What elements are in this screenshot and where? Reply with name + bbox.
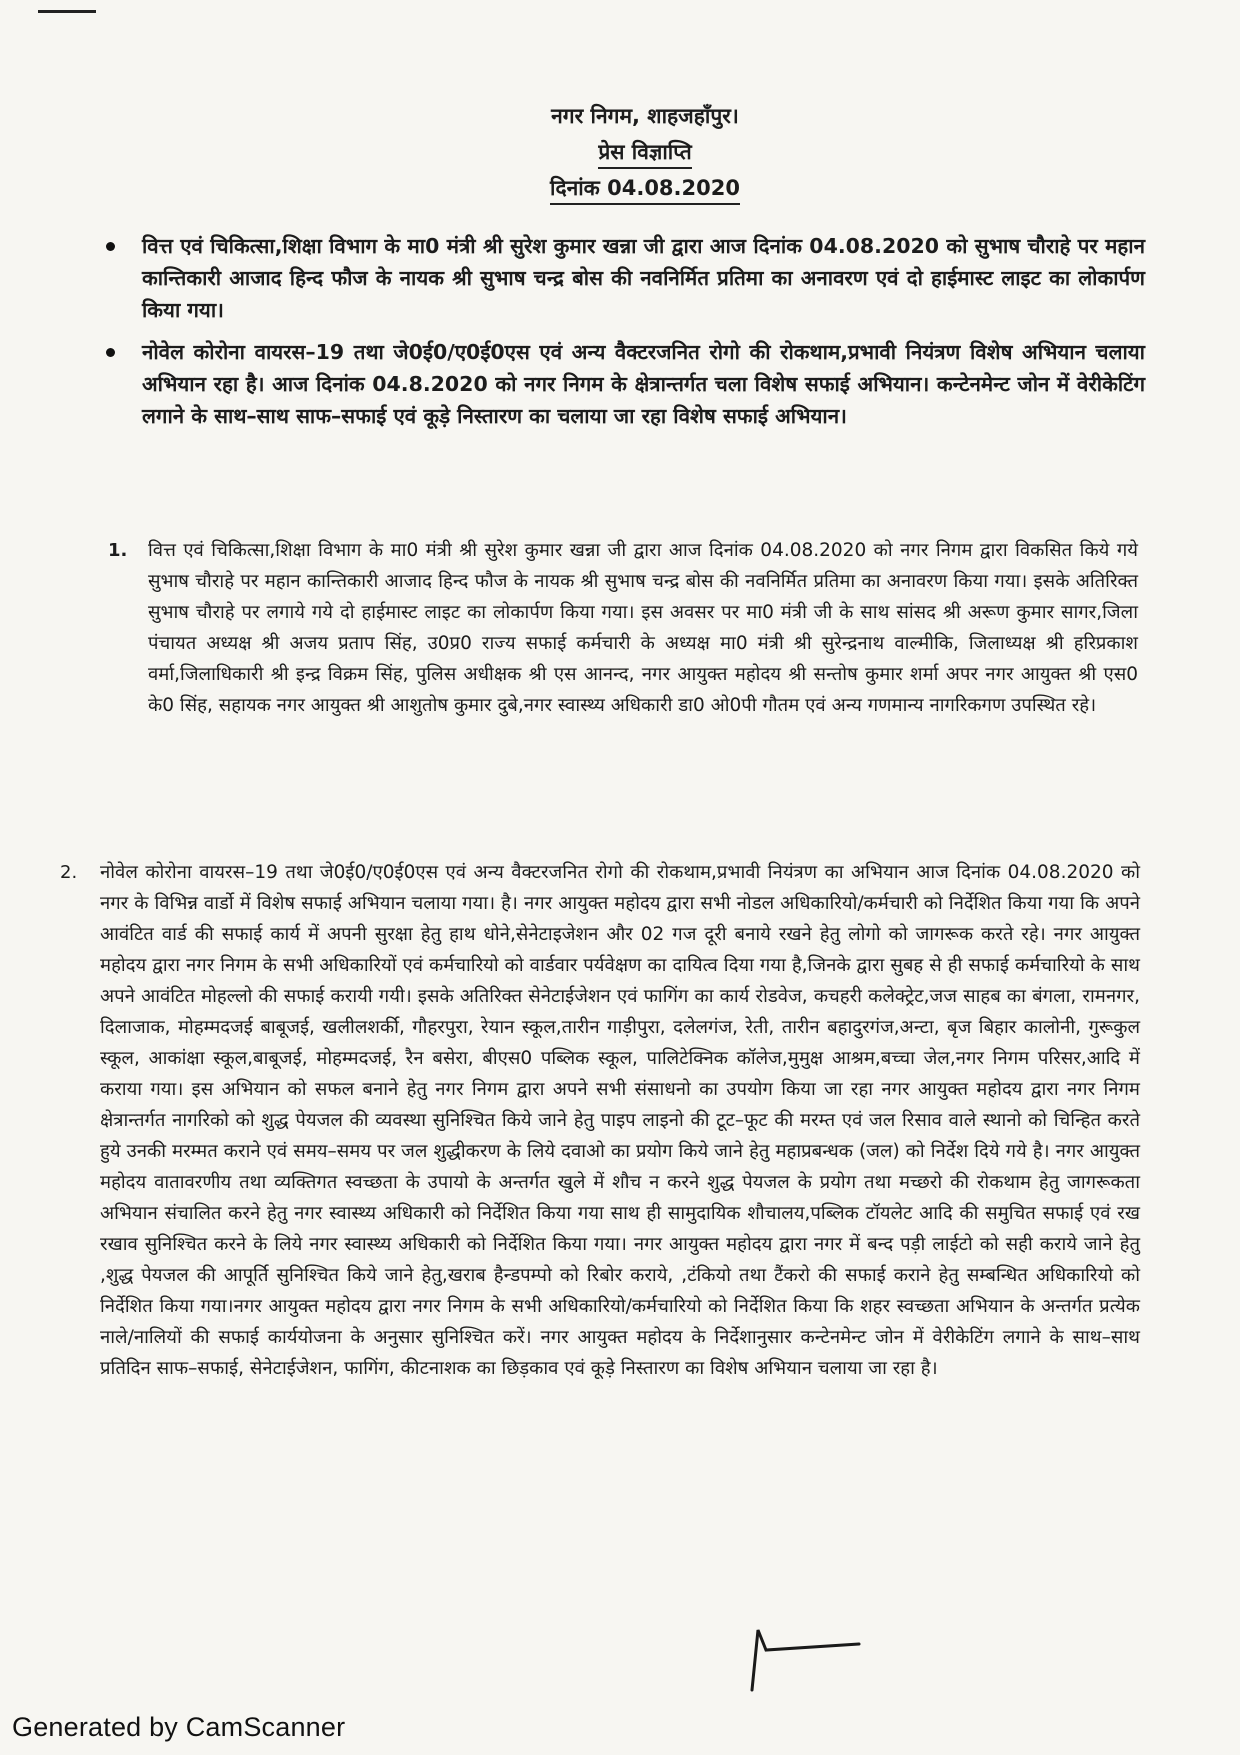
document-date: दिनांक 04.08.2020 xyxy=(550,173,740,205)
document-header xyxy=(0,98,1240,206)
numbered-paragraph-2 xyxy=(60,857,1140,1384)
organization-name: नगर निगम, शाहजहाँपुर। xyxy=(551,104,739,128)
paragraph-number: 1. xyxy=(108,540,128,561)
paragraph-text: नोवेल कोरोना वायरस–19 तथा जे0ई0/ए0ई0एस एवं अन्य वैक्टरजनित रोगो की रोकथाम,प्रभावी नियंत्रण का अभियान आज दिनांक 04.08.2020 को नगर के विभिन्न वार्डो में विशेष सफाई अभियान चलाया गया। है। नगर आयुक्त महोदय द्वारा सभी नोडल अधिकारियो/कर्मचारी को निर्देशित किया गया कि अपने आवंटित वार्ड की सफाई कार्य में अपनी सुरक्षा हेतु हाथ धोने,सेनेटाइजेशन और 02 गज दूरी बनाये रखने हेतु लोगो को जागरूक करते रहे। नगर आयुक्त महोदय द्वारा नगर निगम के सभी अधिकारियों एवं कर्मचारियो को वार्डवार पर्यवेक्षण का दायित्व दिया गया है,जिनके द्वारा सुबह से ही सफाई कर्मचारियो के साथ अपने आवंटित मोहल्लो की सफाई करायी गयी। इसके अतिरिक्त सेनेटाईजेशन एवं फागिंग का कार्य रोडवेज, कचहरी कलेक्ट्रेट,जज साहब का बंगला, रामनगर, दिलाजाक, मोहम्मदजई बाबूजई, खलीलशर्की, गौहरपुरा, रेयान स्कूल,तारीन गाड़ीपुरा, दलेलगंज, रेती, तारीन बहादुरगंज,अन्टा, बृज बिहार कालोनी, गुरूकुल स्कूल, आकांक्षा स्कूल,बाबूजई, मोहम्मदजई, रैन बसेरा, बीएस0 पब्लिक स्कूल, पालिटेक्निक कॉलेज,मुमुक्ष आश्रम,बच्चा जेल,नगर निगम परिसर,आदि में कराया गया। इस अभियान को सफल बनाने हेतु नगर निगम द्वारा अपने सभी संसाधनो का उपयोग किया जा रहा नगर आयुक्त महोदय द्वारा नगर निगम क्षेत्रान्तर्गत नागरिको को शुद्ध पेयजल की व्यवस्था सुनिश्चित किये जाने हेतु पाइप लाइनो की टूट–फूट की मरम्त एवं जल रिसाव वाले स्थानो को चिन्हित करते हुये उनकी मरम्मत कराने एवं समय–समय पर जल शुद्धीकरण के लिये दवाओ का प्रयोग किये जाने हेतु महाप्रबन्धक (जल) को निर्देश दिये गये है। नगर आयुक्त महोदय वातावरणीय तथा व्यक्तिगत स्वच्छता के उपायो के अन्तर्गत खुले में शौच न करने शुद्ध पेयजल के प्रयोग तथा मच्छरो की रोकथाम हेतु जागरूकता अभियान संचालित करने हेतु नगर स्वास्थ्य अधिकारी को निर्देशित किया गया साथ ही सामुदायिक शौचालय,पब्लिक टॉयलेट आदि की समुचित सफाई एवं रख रखाव सुनिश्चित करने के लिये नगर स्वास्थ्य अधिकारी को निर्देशित किया गया। नगर आयुक्त महोदय द्वारा नगर में बन्द पड़ी लाईटो को सही कराये जाने हेतु ,शुद्ध पेयजल की आपूर्ति सुनिश्चित किये जाने हेतु,खराब हैन्डपम्पो को रिबोर कराये, ,टंकियो तथा टैंकरो की सफाई कराने हेतु सम्बन्धित अधिकारियो को निर्देशित किया गया।नगर आयुक्त महोदय द्वारा नगर निगम के सभी अधिकारियो/कर्मचारियो को निर्देशित किया कि शहर स्वच्छता अभियान के अन्तर्गत प्रत्येक नाले/नालियों की सफाई कार्ययोजना के अनुसार सुनिश्चित करें। नगर आयुक्त महोदय के निर्देशानुसार कन्टेनमेन्ट जोन में वेरीकेटिंग लगाने के साथ–साथ प्रतिदिन साफ–सफाई, सेनेटाईजेशन, फागिंग, कीटनाशक का छिड़काव एवं कूड़े निस्तारण का विशेष अभियान चलाया जा रहा है। xyxy=(100,862,1140,1379)
handwritten-signature-icon xyxy=(744,1620,864,1700)
bullet-dot-icon xyxy=(106,242,115,251)
scanner-watermark: Generated by CamScanner xyxy=(12,1712,346,1742)
bullet-item-2 xyxy=(100,336,1145,432)
bullet-text: वित्त एवं चिकित्सा,शिक्षा विभाग के मा0 मंत्री श्री सुरेश कुमार खन्ना जी द्वारा आज दिनांक 04.08.2020 को सुभाष चौराहे पर महान कान्तिकारी आजाद हिन्द फौज के नायक श्री सुभाष चन्द्र बोस की नवनिर्मित प्रतिमा का अनावरण एवं दो हाईमास्ट लाइट का लोकार्पण किया गया। xyxy=(142,234,1145,322)
summary-bullets xyxy=(100,230,1145,442)
paragraph-number: 2. xyxy=(60,862,78,883)
document-title: प्रेस विज्ञाप्ति xyxy=(598,137,691,169)
numbered-paragraph-1 xyxy=(108,535,1138,721)
paragraph-text: वित्त एवं चिकित्सा,शिक्षा विभाग के मा0 मंत्री श्री सुरेश कुमार खन्ना जी द्वारा आज दिनांक 04.08.2020 को नगर निगम द्वारा विकसित किये गये सुभाष चौराहे पर महान कान्तिकारी आजाद हिन्द फौज के नायक श्री सुभाष चन्द्र बोस की नवनिर्मित प्रतिमा का अनावरण किया गया। इसके अतिरिक्त सुभाष चौराहे पर लगाये गये दो हाईमास्ट लाइट का लोकार्पण किया गया। इस अवसर पर मा0 मंत्री जी के साथ सांसद श्री अरूण कुमार सागर,जिला पंचायत अध्यक्ष श्री अजय प्रताप सिंह, उ0प्र0 राज्य सफाई कर्मचारी के अध्यक्ष मा0 मंत्री श्री सुरेन्द्रनाथ वाल्मीकि, जिलाध्यक्ष श्री हरिप्रकाश वर्मा,जिलाधिकारी श्री इन्द्र विक्रम सिंह, पुलिस अधीक्षक श्री एस आनन्द, नगर आयुक्त महोदय श्री सन्तोष कुमार शर्मा अपर नगर आयुक्त श्री एस0 के0 सिंह, सहायक नगर आयुक्त श्री आशुतोष कुमार दुबे,नगर स्वास्थ्य अधिकारी डा0 ओ0पी गौतम एवं अन्य गणमान्य नागरिकगण उपस्थित रहे। xyxy=(148,540,1138,716)
bullet-dot-icon xyxy=(106,348,115,357)
page-corner-mark xyxy=(38,10,96,13)
bullet-item-1 xyxy=(100,230,1145,326)
bullet-text: नोवेल कोरोना वायरस–19 तथा जे0ई0/ए0ई0एस एवं अन्य वैक्टरजनित रोगो की रोकथाम,प्रभावी नियंत्रण विशेष अभियान चलाया अभियान रहा है। आज दिनांक 04.8.2020 को नगर निगम के क्षेत्रान्तर्गत चला विशेष सफाई अभियान। कन्टेनमेन्ट जोन में वेरीकेटिंग लगाने के साथ–साथ साफ–सफाई एवं कूड़े निस्तारण का चलाया जा रहा विशेष सफाई अभियान। xyxy=(142,340,1145,428)
